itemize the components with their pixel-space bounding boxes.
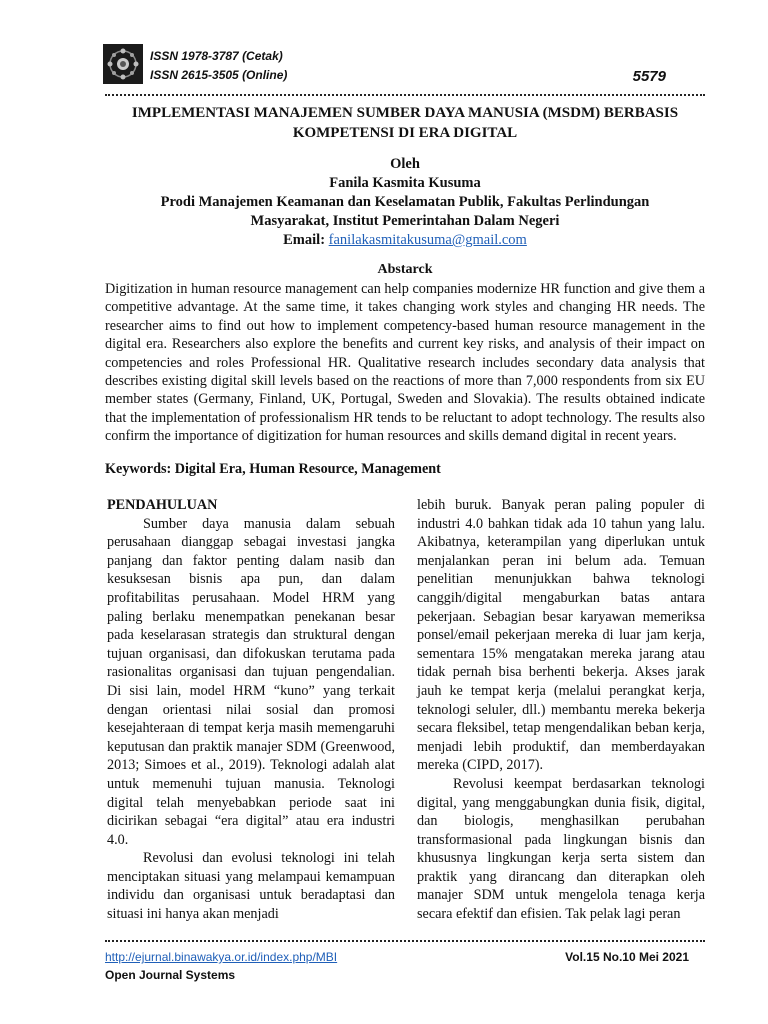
abstract-text: Digitization in human resource management can help companies modernize HR function and give them a competitive advantage. At the same time, it takes changing work styles and changing HR needs. The researcher aims to find out how to implement competency-based human resource management in the digital era. Researchers also explore the benefits and current key risks, and analysis of their impact on competencies and roles Professional HR. Qualitative research includes secondary data analysis that describes existing digital skill levels based on the reactions of more than 7,000 respondents from six EU member states (Germany, Finland, UK, Portugal, Sweden and Slovakia). The results obtained indicate that the implementation of professionalism HR tends to be reluctant to adopt technology. The results also confirm the importance of digitization for human resources and skills demand digital in recent years. <box>105 281 705 445</box>
title-line-2: KOMPETENSI DI ERA DIGITAL <box>292 125 518 141</box>
footer-divider <box>105 940 705 942</box>
issn-online: ISSN 2615-3505 (Online) <box>150 68 288 82</box>
journal-url-link[interactable]: http://ejurnal.binawakya.or.id/index.php/MBI <box>105 950 338 964</box>
author-block <box>105 155 705 250</box>
paragraph: Sumber daya manusia dalam sebuah perusahaan dianggap sebagai investasi jangka panjang dan faktor penting dalam nasib dan kesuksesan bisnis apa pun, dan dalam profitabilitas perusahaan. Model HRM yang paling berlaku menempatkan penekanan besar pada keselarasan strategis dan struktural dengan tujuan organisasi, dan difokuskan terutama pada rasionalitas organisasi dan tujuan pengendalian. Di sisi lain, model HRM “kuno” yang terkait dengan orientasi nilai sosial dan promosi kesejahteraan di tempat kerja masih memengaruhi keputusan dan praktik manajer SDM (Greenwood, 2013; Simoes et al., 2019). Teknologi adalah alat untuk memenuhi tujuan manusia. Teknologi digital telah menyebabkan periode saat ini dicirikan sebagai “era digital” atau era industri 4.0. <box>107 515 395 848</box>
body-column-right <box>417 496 705 924</box>
paragraph: Revolusi keempat berdasarkan teknologi digital, yang menggabungkan dunia fisik, digital, dan biologis, menghasilkan perubahan transformasional pada lingkungan bisnis dan khususnya lingkungan kerja serta sistem dan praktik yang dirancang dan diterapkan oleh manajer SDM untuk mengelola tenaga kerja secara efektif dan efisien. Tak pelak lagi peran <box>417 775 705 923</box>
article-title <box>105 103 705 143</box>
page-number: 5579 <box>632 68 666 85</box>
author-name: Fanila Kasmita Kusuma <box>329 175 481 191</box>
email-link[interactable]: fanilakasmitakusuma@gmail.com <box>328 232 527 248</box>
footer-volume: Vol.15 No.10 Mei 2021 <box>565 950 689 964</box>
paragraph: lebih buruk. Banyak peran paling populer di industri 4.0 bahkan tidak ada 10 tahun yang lalu. Akibatnya, keterampilan yang diperlukan untuk menjalankan peran ini belum ada. Temuan penelitian menunjukkan bahwa teknologi canggih/digital mengaburkan batas antara pekerjaan. Sebagian besar karyawan memeriksa ponsel/email pekerjaan mereka di luar jam kerja, sementara 15% mengatakan mereka jarang atau tidak pernah bisa berhenti bekerja. Akses jarak jauh ke tempat kerja (melalui perangkat kerja, teknologi seluler, dll.) membantu mereka bekerja secara fleksibel, tetap mengendalikan beban kerja, menjadi lebih produktif, dan memberdayakan mereka (CIPD, 2017). <box>417 497 705 774</box>
section-heading: PENDAHULUAN <box>107 497 218 513</box>
header-divider <box>105 94 705 96</box>
issn-print: ISSN 1978-3787 (Cetak) <box>150 49 283 63</box>
title-line-1: IMPLEMENTASI MANAJEMEN SUMBER DAYA MANUSIA (MSDM) BERBASIS <box>131 105 679 121</box>
affiliation-line-1: Prodi Manajemen Keamanan dan Keselamatan Publik, Fakultas Perlindungan <box>160 194 650 210</box>
email-row <box>105 231 705 250</box>
by-label: Oleh <box>390 156 420 172</box>
footer-system: Open Journal Systems <box>105 968 236 982</box>
email-label: Email: <box>283 232 326 248</box>
page-header <box>0 0 768 100</box>
abstract-heading: Abstarck <box>377 262 433 277</box>
affiliation-line-2: Masyarakat, Institut Pemerintahan Dalam Negeri <box>250 213 560 229</box>
journal-logo-icon <box>103 44 143 84</box>
keywords: Keywords: Digital Era, Human Resource, Management <box>105 461 441 477</box>
paragraph: Revolusi dan evolusi teknologi ini telah menciptakan situasi yang melampaui kemampuan individu dan organisasi untuk beradaptasi dan situasi ini hanya akan menjadi <box>107 850 395 923</box>
body-column-left <box>107 496 395 924</box>
